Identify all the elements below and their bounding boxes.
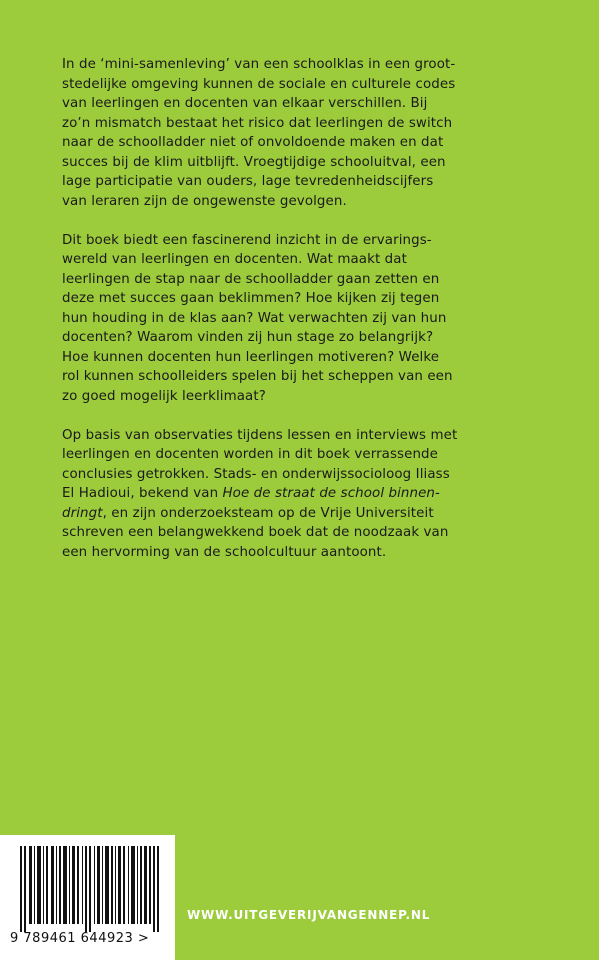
blurb-line: hun houding in de klas aan? Wat verwachten zij van hun <box>62 310 447 326</box>
blurb-line <box>62 484 542 504</box>
blurb-line: zo goed mogelijk leerklimaat? <box>62 388 266 404</box>
blurb-line: Hoe kunnen docenten hun leerlingen motiveren? Welke <box>62 349 440 365</box>
blurb-line: van leerlingen en docenten van elkaar verschillen. Bij <box>62 96 428 111</box>
blurb-line: wereld van leerlingen en docenten. Wat maakt dat <box>62 252 407 267</box>
blurb-text <box>62 55 542 582</box>
blurb-line: een hervorming van de schoolcultuur aantoont. <box>62 544 387 560</box>
blurb-line: In de ‘mini-samenleving’ van een schoolklas in een groot- <box>62 57 456 72</box>
blurb-line: schreven een belangwekkend boek dat de noodzaak van <box>62 525 449 540</box>
blurb-line: leerlingen de stap naar de schoolladder gaan zetten en <box>62 271 440 287</box>
isbn-digits: 9 789461 644923 > <box>10 931 150 946</box>
blurb-line: docenten? Waarom vinden zij hun stage zo belangrijk? <box>62 330 434 345</box>
publisher-website[interactable]: WWW.UITGEVERIJVANGENNEP.NL <box>187 908 431 922</box>
blurb-line: succes bij de klim uitblijft. Vroegtijdige schooluitval, een <box>62 154 446 170</box>
blurb-line: leerlingen en docenten worden in dit boek verrassende <box>62 447 438 462</box>
barcode-bars <box>20 846 170 932</box>
book-title-fragment: dringt <box>62 505 103 521</box>
blurb-line: naar de schoolladder niet of onvoldoende maken en dat <box>62 135 444 150</box>
blurb-line <box>62 504 542 524</box>
blurb-line: lage participatie van ouders, lage tevredenheidscijfers <box>62 174 434 189</box>
blurb-line: Op basis van observaties tijdens lessen en interviews met <box>62 427 458 443</box>
book-title-fragment: Hoe de straat de school binnen- <box>222 486 440 501</box>
blurb-paragraph-1 <box>62 55 542 211</box>
blurb-line: deze met succes gaan beklimmen? Hoe kijken zij tegen <box>62 291 440 306</box>
blurb-text-fragment: , en zijn onderzoeksteam op de Vrije Universiteit <box>102 505 434 521</box>
blurb-text-fragment: El Hadioui, bekend van <box>62 486 223 501</box>
blurb-line: zo’n mismatch bestaat het risico dat leerlingen de switch <box>62 115 453 131</box>
blurb-paragraph-3 <box>62 426 542 563</box>
blurb-line: rol kunnen schoolleiders spelen bij het scheppen van een <box>62 369 453 384</box>
blurb-line: van leraren zijn de ongewenste gevolgen. <box>62 193 347 209</box>
blurb-line: stedelijke omgeving kunnen de sociale en culturele codes <box>62 76 456 92</box>
barcode <box>0 835 175 960</box>
blurb-line: conclusies getrokken. Stads- en onderwijssocioloog Iliass <box>62 466 450 482</box>
blurb-paragraph-2 <box>62 231 542 407</box>
blurb-line: Dit boek biedt een fascinerend inzicht in de ervarings- <box>62 232 432 248</box>
